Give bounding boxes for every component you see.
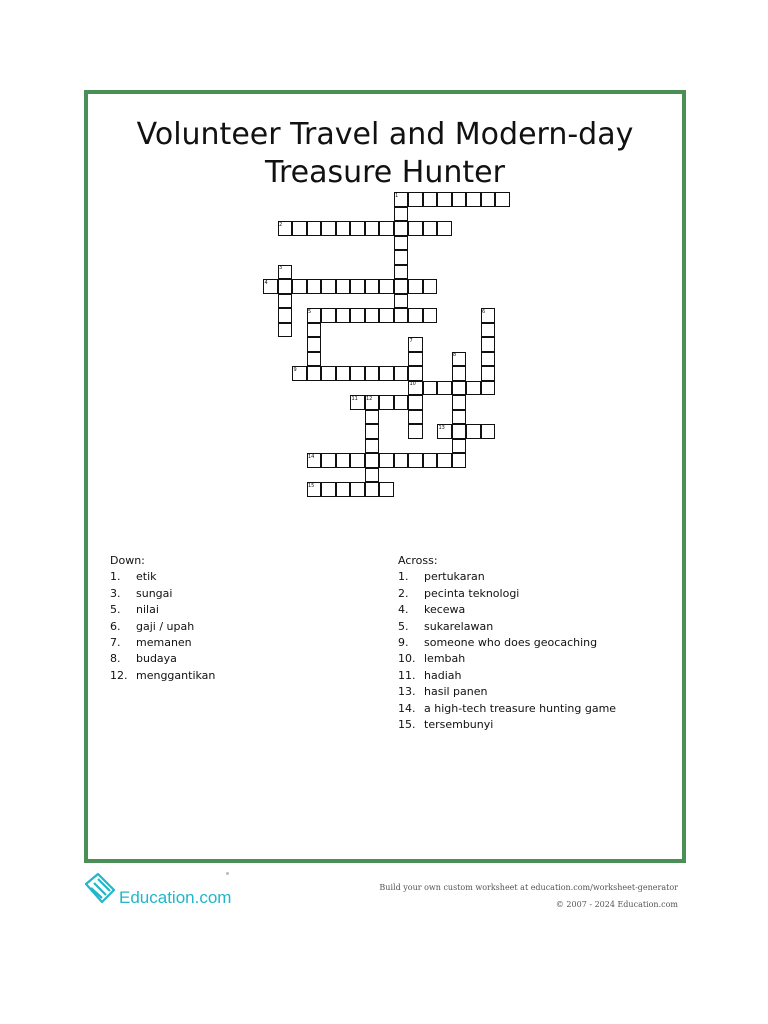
across-clue — [398, 717, 658, 733]
crossword-cell[interactable] — [423, 221, 438, 236]
clue-text: pecinta teknologi — [424, 586, 520, 600]
clue-text: gaji / upah — [136, 619, 195, 633]
crossword-cell[interactable] — [292, 221, 307, 236]
crossword-cell[interactable] — [408, 410, 423, 425]
down-heading: Down: — [110, 554, 145, 567]
crossword-cell[interactable] — [350, 482, 365, 497]
crossword-cell[interactable] — [394, 453, 409, 468]
across-clue — [398, 651, 658, 667]
build-worksheet-text: Build your own custom worksheet at education.com/worksheet-generator — [379, 883, 678, 892]
crossword-cell[interactable] — [452, 410, 467, 425]
crossword-cell[interactable] — [452, 192, 467, 207]
crossword-cell[interactable] — [452, 453, 467, 468]
clue-number: 14. — [398, 701, 416, 715]
crossword-cell[interactable] — [495, 192, 510, 207]
crossword-cell[interactable] — [452, 424, 467, 439]
crossword-cell[interactable] — [394, 236, 409, 251]
clue-text: tersembunyi — [424, 718, 494, 732]
crossword-cell[interactable] — [408, 395, 423, 410]
crossword-cell[interactable] — [379, 279, 394, 294]
cell-number: 6 — [482, 308, 486, 315]
clue-number: 10. — [398, 652, 416, 666]
crossword-cell[interactable] — [336, 308, 351, 323]
crossword-cell[interactable] — [394, 366, 409, 381]
clue-text: someone who does geocaching — [424, 636, 598, 650]
crossword-cell[interactable] — [350, 366, 365, 381]
clue-text: budaya — [136, 652, 177, 666]
clue-text: menggantikan — [136, 668, 216, 682]
clue-text: a high-tech treasure hunting game — [424, 701, 617, 715]
down-clue — [110, 619, 360, 635]
cell-number: 4 — [264, 279, 268, 286]
clue-number: 1. — [110, 570, 121, 584]
crossword-cell[interactable] — [394, 395, 409, 410]
crossword-cell[interactable] — [394, 207, 409, 222]
crossword-cell[interactable] — [365, 468, 380, 483]
crossword-cell[interactable] — [321, 308, 336, 323]
down-clues — [110, 553, 360, 684]
across-clue — [398, 701, 658, 717]
crossword-cell[interactable] — [336, 279, 351, 294]
crossword-cell[interactable] — [437, 221, 452, 236]
crossword-cell[interactable] — [292, 279, 307, 294]
crossword-cell[interactable] — [481, 323, 496, 338]
crossword-cell[interactable] — [365, 424, 380, 439]
title-line-2: Treasure Hunter — [265, 155, 505, 191]
clue-number: 7. — [110, 636, 121, 650]
crossword-cell[interactable] — [452, 395, 467, 410]
crossword-cell[interactable] — [350, 221, 365, 236]
crossword-cell[interactable] — [278, 279, 293, 294]
crossword-cell[interactable] — [336, 482, 351, 497]
clue-text: etik — [136, 570, 157, 584]
crossword-cell[interactable] — [481, 352, 496, 367]
crossword-cell[interactable] — [423, 381, 438, 396]
down-clue — [110, 569, 360, 585]
crossword-cell[interactable] — [466, 192, 481, 207]
crossword-cell[interactable] — [379, 482, 394, 497]
clue-number: 4. — [398, 603, 409, 617]
down-clue — [110, 668, 360, 684]
crossword-cell[interactable] — [365, 453, 380, 468]
education-logo-icon — [82, 870, 242, 910]
crossword-cell[interactable] — [423, 453, 438, 468]
down-clue — [110, 635, 360, 651]
cell-number: 12 — [366, 395, 373, 402]
clue-text: nilai — [136, 603, 159, 617]
crossword-cell[interactable] — [336, 453, 351, 468]
crossword-cell[interactable] — [365, 366, 380, 381]
crossword-cell[interactable] — [452, 439, 467, 454]
clue-number: 6. — [110, 619, 121, 633]
crossword-cell[interactable] — [423, 279, 438, 294]
cell-number: 10 — [409, 381, 416, 387]
crossword-cell[interactable] — [321, 279, 336, 294]
crossword-cell[interactable] — [307, 279, 322, 294]
cell-number: 14 — [308, 453, 315, 460]
crossword-cell[interactable] — [452, 366, 467, 381]
clue-number: 5. — [398, 619, 409, 633]
crossword-cell[interactable] — [394, 294, 409, 309]
crossword-cell[interactable] — [394, 279, 409, 294]
crossword-cell[interactable] — [408, 279, 423, 294]
crossword-cell[interactable] — [379, 366, 394, 381]
clue-text: memanen — [136, 636, 192, 650]
clue-text: sungai — [136, 586, 173, 600]
down-clue — [110, 651, 360, 667]
crossword-cell[interactable] — [365, 439, 380, 454]
clue-text: sukarelawan — [424, 619, 494, 633]
title-line-1: Volunteer Travel and Modern-day — [136, 117, 634, 153]
across-clue — [398, 602, 658, 618]
down-clue — [110, 602, 360, 618]
copyright-text: © 2007 - 2024 Education.com — [555, 900, 678, 909]
crossword-cell[interactable] — [408, 308, 423, 323]
crossword-cell[interactable] — [423, 192, 438, 207]
cell-number: 13 — [438, 424, 445, 431]
cell-number: 9 — [293, 366, 297, 373]
crossword-cell[interactable] — [481, 381, 496, 396]
crossword-cell[interactable] — [321, 366, 336, 381]
clue-number: 5. — [110, 603, 121, 617]
clue-number: 2. — [398, 586, 409, 600]
clue-text: pertukaran — [424, 570, 485, 584]
down-clue — [110, 586, 360, 602]
crossword-cell[interactable] — [321, 221, 336, 236]
clue-number: 12. — [110, 668, 128, 682]
crossword-cell[interactable] — [481, 192, 496, 207]
clue-number: 1. — [398, 570, 409, 584]
crossword-cell[interactable] — [408, 192, 423, 207]
clue-number: 8. — [110, 652, 121, 666]
crossword-cell[interactable] — [437, 381, 452, 396]
crossword-cell[interactable] — [321, 453, 336, 468]
crossword-cell[interactable] — [365, 279, 380, 294]
crossword-cell[interactable] — [307, 337, 322, 352]
crossword-cell[interactable] — [350, 308, 365, 323]
crossword-cell[interactable] — [452, 381, 467, 396]
crossword-cell[interactable] — [481, 424, 496, 439]
crossword-cell[interactable] — [379, 308, 394, 323]
across-clue — [398, 569, 658, 585]
cell-number: 15 — [308, 482, 315, 489]
crossword-cell[interactable] — [394, 250, 409, 265]
across-heading: Across: — [398, 554, 438, 567]
crossword-cell[interactable] — [394, 265, 409, 280]
logo-wordmark: Education.com — [119, 888, 232, 907]
crossword-cell[interactable] — [437, 453, 452, 468]
crossword-cell[interactable] — [336, 221, 351, 236]
clue-number: 3. — [110, 586, 121, 600]
crossword-cell[interactable] — [307, 323, 322, 338]
crossword-cell[interactable] — [336, 366, 351, 381]
cell-number: 5 — [308, 308, 312, 315]
crossword-cell[interactable] — [350, 279, 365, 294]
crossword-cell[interactable] — [408, 424, 423, 439]
across-clue — [398, 586, 658, 602]
cell-number: 8 — [453, 352, 457, 358]
cell-number: 7 — [409, 337, 413, 344]
across-clues — [398, 553, 658, 733]
crossword-cell[interactable] — [307, 366, 322, 381]
clue-number: 13. — [398, 685, 416, 699]
crossword-cell[interactable] — [278, 308, 293, 323]
cell-number: 2 — [279, 221, 283, 228]
crossword-cell[interactable] — [379, 221, 394, 236]
crossword-cell[interactable] — [408, 366, 423, 381]
crossword-cell[interactable] — [466, 381, 481, 396]
cell-number: 11 — [351, 395, 358, 402]
crossword-cell[interactable] — [365, 482, 380, 497]
crossword-cell[interactable] — [437, 192, 452, 207]
clue-number: 15. — [398, 718, 416, 732]
clue-text: hadiah — [424, 668, 462, 682]
crossword-cell[interactable] — [394, 221, 409, 236]
crossword-cell[interactable] — [466, 424, 481, 439]
crossword-cell[interactable] — [408, 221, 423, 236]
crossword-cell[interactable] — [365, 410, 380, 425]
crossword-cell[interactable] — [379, 453, 394, 468]
crossword-cell[interactable] — [408, 352, 423, 367]
clue-number: 11. — [398, 668, 416, 682]
across-clue — [398, 635, 658, 651]
cell-number: 1 — [395, 192, 399, 199]
across-clue — [398, 619, 658, 635]
crossword-cell[interactable] — [394, 308, 409, 323]
crossword-cell[interactable] — [350, 453, 365, 468]
crossword-cell[interactable] — [321, 482, 336, 497]
crossword-cell[interactable] — [408, 453, 423, 468]
crossword-cell[interactable] — [365, 308, 380, 323]
clue-text: hasil panen — [424, 685, 488, 699]
crossword-cell[interactable] — [307, 352, 322, 367]
crossword-cell[interactable] — [365, 221, 380, 236]
crossword-cell[interactable] — [423, 308, 438, 323]
crossword-cell[interactable] — [278, 294, 293, 309]
cell-number: 3 — [279, 265, 283, 271]
crossword-cell[interactable] — [379, 395, 394, 410]
crossword-cell[interactable] — [307, 221, 322, 236]
crossword-cell[interactable] — [481, 366, 496, 381]
education-com-logo[interactable] — [82, 870, 242, 910]
clue-text: lembah — [424, 652, 466, 666]
crossword-cell[interactable] — [481, 337, 496, 352]
crossword-cell[interactable] — [278, 323, 293, 338]
clue-text: kecewa — [424, 603, 466, 617]
clue-number: 9. — [398, 636, 409, 650]
across-clue — [398, 668, 658, 684]
across-clue — [398, 684, 658, 700]
